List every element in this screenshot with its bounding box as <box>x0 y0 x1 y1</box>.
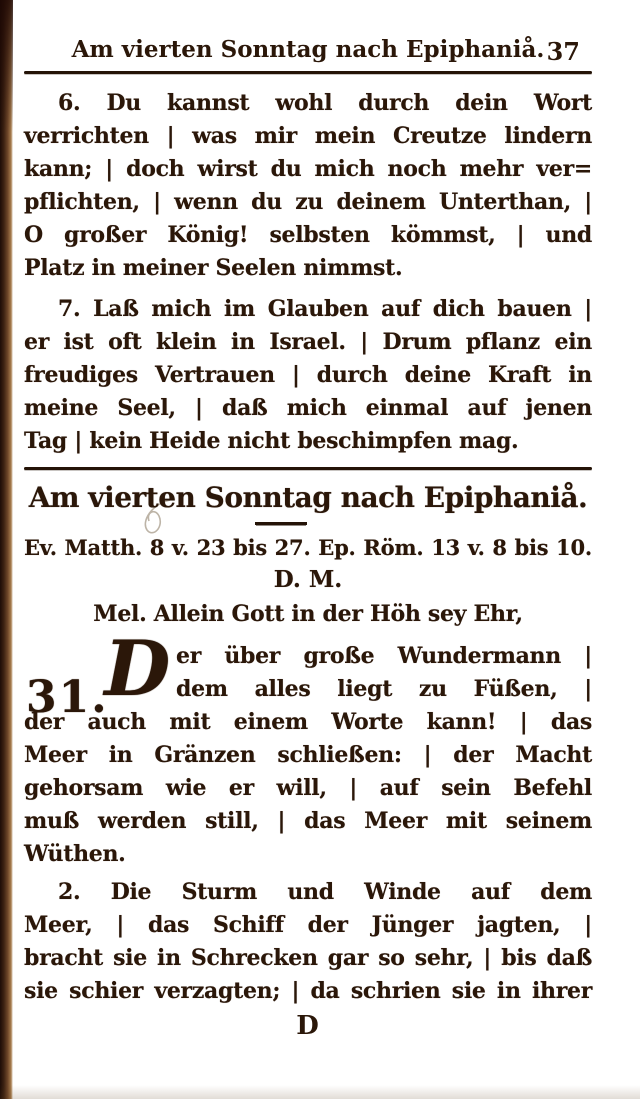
author-initials: D. M. <box>273 566 343 593</box>
text-line: gehorsam wie er will, | auf sein Befehl <box>24 775 592 801</box>
text-line: Wüthen. <box>24 841 126 867</box>
text-line: meine Seel, | daß mich einmal auf jenen <box>24 395 592 421</box>
text-line: verrichten | was mir mein Creutze lindern <box>24 123 592 149</box>
section-heading: Am vierten Sonntag nach Epiphaniå. <box>28 481 588 514</box>
text-line: sie schier verzagten; | da schrien sie in ihrer <box>24 978 592 1004</box>
melody-line: Mel. Allein Gott in der Höh sey Ehr, <box>93 601 523 627</box>
text-line: 2. Die Sturm und Winde auf dem <box>58 879 592 905</box>
text-line: freudiges Vertrauen | durch deine Kraft in <box>24 362 592 388</box>
text-line: 6. Du kannst wohl durch dein Wort <box>58 90 592 116</box>
text-line: pflichten, | wenn du zu deinem Unterthan, | <box>24 189 592 215</box>
text-line: Tag | kein Heide nicht beschimpfen mag. <box>24 428 519 454</box>
text-line: er ist oft klein in Israel. | Drum pflanz ein <box>24 329 592 355</box>
verse-6-paragraph <box>24 87 592 285</box>
page-number: 37 <box>546 37 580 66</box>
heading-ornament-wrap <box>24 515 592 525</box>
verse-7-paragraph <box>24 293 592 458</box>
text-line: 7. Laß mich im Glauben auf dich bauen | <box>58 296 592 322</box>
text-line: kann; | doch wirst du mich noch mehr ver= <box>24 156 592 182</box>
text-line: er über große Wundermann | <box>176 643 592 669</box>
running-head-title: Am vierten Sonntag nach Epiphaniå. <box>71 36 545 63</box>
text-line: Meer in Gränzen schließen: | der Macht <box>24 742 592 768</box>
page-bottom-shadow <box>0 1085 640 1099</box>
text-line: O großer König! selbsten kömmst, | und <box>24 222 592 248</box>
hymn-number: 31. <box>26 672 109 723</box>
hymn-31-verse-2 <box>24 876 592 1008</box>
text-line: dem alles liegt zu Füßen, | <box>176 676 592 702</box>
hymn-opening <box>24 624 176 723</box>
heading-ornament-rule <box>255 522 307 525</box>
scripture-reference: Ev. Matth. 8 v. 23 bis 27. Ep. Röm. 13 v. 8 bis 10. <box>24 535 592 560</box>
signature-mark: D <box>296 1011 320 1041</box>
text-line: bracht sie in Schrecken gar so sehr, | bis daß <box>24 945 592 971</box>
text-line: Meer, | das Schiff der Jünger jagten, | <box>24 912 592 938</box>
drop-cap-letter: D <box>104 624 170 713</box>
text-line: der auch mit einem Worte kann! | das <box>24 709 592 735</box>
text-line: Platz in meiner Seelen nimmst. <box>24 255 403 281</box>
header-rule <box>24 71 592 74</box>
running-head <box>24 34 592 66</box>
hymn-31-verse-1 <box>24 624 592 871</box>
text-line: muß werden still, | das Meer mit seinem <box>24 808 592 834</box>
section-divider-rule <box>24 467 592 470</box>
